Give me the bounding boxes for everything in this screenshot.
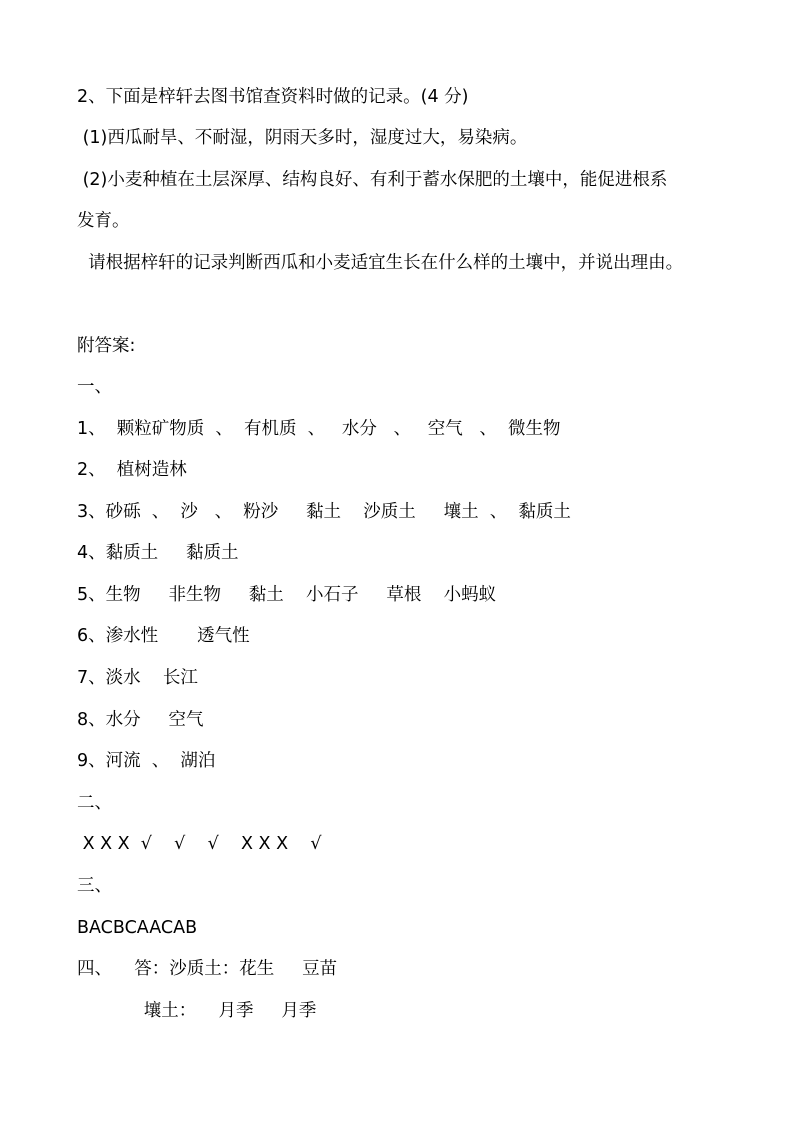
question-prompt: 请根据梓轩的记录判断西瓜和小麦适宜生长在什么样的土壤中，并说出理由。 [77,253,684,273]
answer-item: 3、砂砾 、 沙 、 粉沙 黏土 沙质土 壤土 、 黏质土 [77,502,571,522]
answer-item: X X X √ √ √ X X X √ [77,834,322,854]
answers-title: 附答案: [77,336,136,356]
record-note-1: (1)西瓜耐旱、不耐湿，阴雨天多时，湿度过大，易染病。 [77,128,528,148]
answer-item: 7、淡水 长江 [77,668,198,688]
answer-item: 6、渗水性 透气性 [77,626,250,646]
section-4-heading: 四、 答：沙质土：花生 豆苗 [77,959,338,979]
section-1-heading: 一、 [77,377,112,397]
record-note-2-line-1: (2)小麦种植在土层深厚、结构良好、有利于蓄水保肥的土壤中，能促进根系 [77,170,668,190]
question-heading: 2、下面是梓轩去图书馆查资料时做的记录。(4 分) [77,87,469,107]
answer-item: 壤土： 月季 月季 [77,1001,317,1021]
record-note-2-line-2: 发育。 [77,211,130,231]
answer-item: 9、河流 、 湖泊 [77,751,216,771]
answer-item: 5、生物 非生物 黏土 小石子 草根 小蚂蚁 [77,585,497,605]
answer-item: BACBCAACAB [77,918,198,938]
answer-item: 2、 植树造林 [77,460,187,480]
section-3-heading: 三、 [77,876,112,896]
answer-item: 4、黏质土 黏质土 [77,543,239,563]
section-2-heading: 二、 [77,793,112,813]
answer-item: 1、 颗粒矿物质 、 有机质 、 水分 、 空气 、 微生物 [77,419,561,439]
answer-item: 8、水分 空气 [77,710,204,730]
